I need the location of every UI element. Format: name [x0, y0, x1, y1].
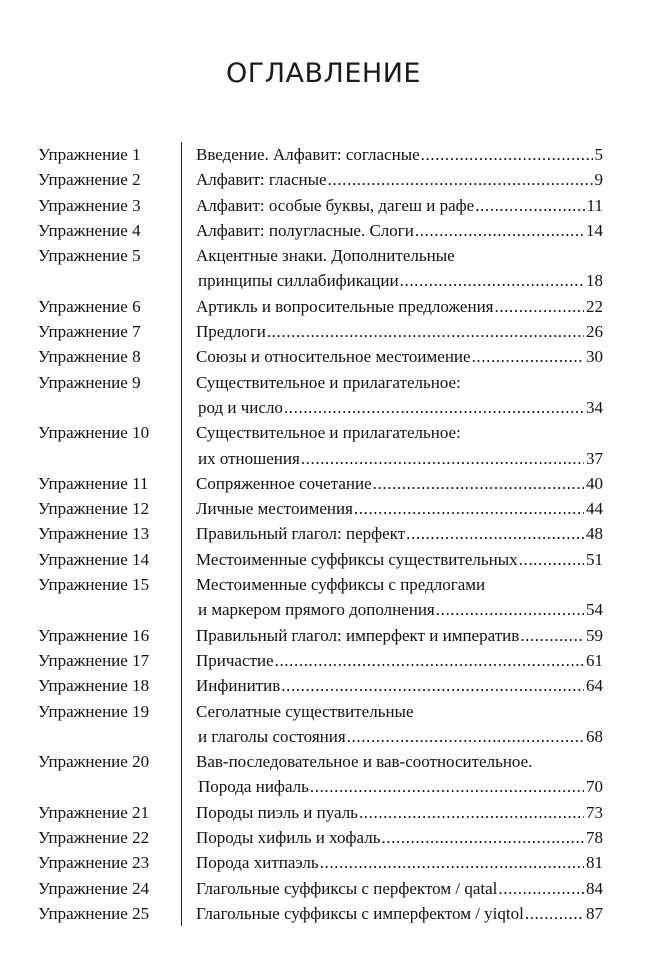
topic-line: Правильный глагол: перфект — [196, 524, 406, 544]
exercise-label: Упражнение 4 — [38, 220, 141, 240]
page-number: 22 — [586, 296, 603, 316]
topic — [196, 749, 603, 800]
column-divider — [181, 876, 182, 901]
page-number: 87 — [586, 903, 603, 923]
page-number: 84 — [586, 878, 603, 898]
topic — [196, 471, 603, 496]
dot-leader — [519, 547, 584, 572]
column-divider — [181, 370, 182, 421]
column-divider — [181, 167, 182, 192]
exercise-label: Упражнение 19 — [38, 701, 150, 721]
column-divider — [181, 699, 182, 750]
exercise-label: Упражнение 16 — [38, 625, 150, 645]
topic — [196, 521, 603, 546]
column-divider — [181, 420, 182, 471]
column-divider — [181, 319, 182, 344]
page-number: 54 — [586, 600, 603, 620]
page-number: 78 — [586, 828, 603, 848]
toc-entry — [38, 243, 603, 294]
toc-entry — [38, 496, 603, 521]
page-number: 40 — [586, 473, 603, 493]
topic-last-line — [196, 218, 603, 243]
topic-last-line — [196, 395, 603, 420]
page-number: 73 — [586, 802, 603, 822]
page-number: 34 — [586, 397, 603, 417]
exercise-label: Упражнение 21 — [38, 802, 150, 822]
toc-entry — [38, 344, 603, 369]
toc-entry — [38, 142, 603, 167]
toc-entry — [38, 547, 603, 572]
topic — [196, 572, 603, 623]
exercise-label: Упражнение 23 — [38, 853, 150, 873]
column-divider — [181, 294, 182, 319]
column-divider — [181, 471, 182, 496]
topic-last-line — [196, 547, 603, 572]
exercise-label: Упражнение 25 — [38, 903, 150, 923]
column-divider — [181, 142, 182, 167]
dot-leader — [525, 901, 584, 926]
page-number: 26 — [586, 322, 603, 342]
exercise-label: Упражнение 11 — [38, 473, 149, 493]
topic-last-line — [196, 471, 603, 496]
topic-line: Местоименные суффиксы существительных — [196, 549, 518, 569]
page-number: 30 — [586, 347, 603, 367]
toc-entry — [38, 673, 603, 698]
dot-leader — [354, 496, 584, 521]
toc-entry — [38, 699, 603, 750]
topic-last-line — [196, 724, 603, 749]
toc-entry — [38, 800, 603, 825]
toc-entry — [38, 167, 603, 192]
column-divider — [181, 547, 182, 572]
toc-entry — [38, 850, 603, 875]
dot-leader — [381, 825, 584, 850]
column-divider — [181, 623, 182, 648]
exercise-label: Упражнение 9 — [38, 372, 141, 392]
topic-line: и маркером прямого дополнения — [198, 600, 435, 620]
topic-line: Акцентные знаки. Дополнительные — [196, 246, 455, 266]
dot-leader — [400, 268, 584, 293]
topic-line: Существительное и прилагательное: — [196, 372, 461, 392]
topic-last-line — [196, 901, 603, 926]
toc-entry — [38, 294, 603, 319]
column-divider — [181, 344, 182, 369]
page-number: 68 — [586, 726, 603, 746]
column-divider — [181, 901, 182, 926]
dot-leader — [436, 597, 584, 622]
topic-last-line — [196, 876, 603, 901]
topic-line: Правильный глагол: имперфект и императив — [196, 625, 520, 645]
toc-entry — [38, 218, 603, 243]
page-number: 70 — [586, 777, 603, 797]
exercise-label: Упражнение 10 — [38, 423, 150, 443]
topic-line: Глагольные суффиксы с имперфектом / yiqtol — [196, 903, 524, 923]
topic-last-line — [196, 825, 603, 850]
topic-last-line — [196, 774, 603, 799]
toc-entry — [38, 901, 603, 926]
page-number: 11 — [586, 195, 603, 215]
dot-leader — [373, 471, 584, 496]
topic-line: Алфавит: особые буквы, дагеш и рафе — [196, 195, 475, 215]
dot-leader — [310, 774, 584, 799]
exercise-label: Упражнение 7 — [38, 322, 141, 342]
topic-line: Порода нифаль — [198, 777, 309, 797]
toc-entry — [38, 471, 603, 496]
dot-leader — [472, 344, 584, 369]
exercise-label: Упражнение 5 — [38, 246, 141, 266]
exercise-label: Упражнение 17 — [38, 650, 150, 670]
column-divider — [181, 572, 182, 623]
topic-line: Причастие — [196, 650, 274, 670]
topic — [196, 243, 603, 294]
page-number: 9 — [594, 170, 603, 190]
topic — [196, 623, 603, 648]
dot-leader — [494, 294, 584, 319]
topic-last-line — [196, 294, 603, 319]
topic-line: Вав-последовательное и вав-соотносительное. — [196, 752, 533, 772]
toc-entry — [38, 876, 603, 901]
dot-leader — [267, 319, 584, 344]
page-number: 18 — [586, 271, 603, 291]
column-divider — [181, 825, 182, 850]
topic — [196, 420, 603, 471]
toc-entry — [38, 193, 603, 218]
topic — [196, 218, 603, 243]
page-number: 64 — [586, 676, 603, 696]
topic-last-line — [196, 648, 603, 673]
dot-leader — [421, 142, 593, 167]
dot-leader — [498, 876, 584, 901]
page-number: 59 — [586, 625, 603, 645]
dot-leader — [328, 167, 593, 192]
topic-line: Местоименные суффиксы с предлогами — [196, 575, 486, 595]
exercise-label: Упражнение 18 — [38, 676, 150, 696]
toc-entry — [38, 648, 603, 673]
column-divider — [181, 648, 182, 673]
dot-leader — [347, 724, 584, 749]
topic-last-line — [196, 521, 603, 546]
exercise-label: Упражнение 13 — [38, 524, 150, 544]
page-number: 48 — [586, 524, 603, 544]
column-divider — [181, 218, 182, 243]
toc-entry — [38, 572, 603, 623]
dot-leader — [301, 446, 584, 471]
exercise-label: Упражнение 20 — [38, 752, 150, 772]
dot-leader — [284, 395, 584, 420]
column-divider — [181, 496, 182, 521]
topic — [196, 825, 603, 850]
topic-last-line — [196, 673, 603, 698]
toc-entry — [38, 319, 603, 344]
dot-leader — [275, 648, 584, 673]
column-divider — [181, 850, 182, 875]
topic-last-line — [196, 800, 603, 825]
topic — [196, 901, 603, 926]
topic-line: род и число — [198, 397, 283, 417]
topic — [196, 344, 603, 369]
topic-line: Артикль и вопросительные предложения — [196, 296, 494, 316]
topic-last-line — [196, 268, 603, 293]
exercise-label: Упражнение 24 — [38, 878, 150, 898]
topic-line: Сеголатные существительные — [196, 701, 414, 721]
topic — [196, 294, 603, 319]
column-divider — [181, 800, 182, 825]
exercise-label: Упражнение 6 — [38, 296, 141, 316]
page-title: ОГЛАВЛЕНИЕ — [226, 58, 421, 89]
topic — [196, 167, 603, 192]
topic-line: принципы силлабификации — [198, 271, 399, 291]
dot-leader — [475, 193, 584, 218]
column-divider — [181, 521, 182, 546]
topic-last-line — [196, 319, 603, 344]
topic — [196, 648, 603, 673]
page-number: 37 — [586, 448, 603, 468]
topic-line: Породы пиэль и пуаль — [196, 802, 358, 822]
topic-line: Алфавит: полугласные. Слоги — [196, 220, 414, 240]
exercise-label: Упражнение 1 — [38, 145, 141, 164]
topic — [196, 699, 603, 750]
topic — [196, 850, 603, 875]
column-divider — [181, 193, 182, 218]
page-number: 44 — [586, 499, 603, 519]
topic-line: их отношения — [198, 448, 300, 468]
exercise-label: Упражнение 15 — [38, 575, 150, 595]
topic — [196, 370, 603, 421]
topic-line: Существительное и прилагательное: — [196, 423, 461, 443]
topic-last-line — [196, 850, 603, 875]
topic-last-line — [196, 344, 603, 369]
topic-line: Породы хифиль и хофаль — [196, 828, 381, 848]
toc-list — [38, 142, 603, 926]
topic-line: Союзы и относительное местоимение — [196, 347, 471, 367]
page-number: 51 — [586, 549, 603, 569]
topic-last-line — [196, 446, 603, 471]
topic-line: Предлоги — [196, 322, 266, 342]
page-number: 14 — [586, 220, 603, 240]
topic — [196, 193, 603, 218]
topic-line: Личные местоимения — [196, 499, 353, 519]
topic-line: Алфавит: гласные — [196, 170, 327, 190]
column-divider — [181, 749, 182, 800]
topic-last-line — [196, 623, 603, 648]
toc-entry — [38, 420, 603, 471]
exercise-label: Упражнение 22 — [38, 828, 150, 848]
topic-line: Введение. Алфавит: согласные — [196, 145, 420, 164]
topic-line: Сопряженное сочетание — [196, 473, 372, 493]
dot-leader — [406, 521, 584, 546]
page-number: 61 — [586, 650, 603, 670]
toc-entry — [38, 825, 603, 850]
topic-line: Глагольные суффиксы с перфектом / qatal — [196, 878, 498, 898]
topic-last-line — [196, 142, 603, 167]
topic-line: Инфинитив — [196, 676, 281, 696]
toc-entry — [38, 370, 603, 421]
topic — [196, 496, 603, 521]
topic-last-line — [196, 597, 603, 622]
page-number: 81 — [586, 853, 603, 873]
topic-last-line — [196, 193, 603, 218]
dot-leader — [415, 218, 584, 243]
dot-leader — [520, 623, 584, 648]
toc-entry — [38, 749, 603, 800]
topic — [196, 547, 603, 572]
toc-entry — [38, 623, 603, 648]
topic — [196, 876, 603, 901]
exercise-label: Упражнение 14 — [38, 549, 150, 569]
exercise-label: Упражнение 2 — [38, 170, 141, 190]
exercise-label: Упражнение 12 — [38, 499, 150, 519]
dot-leader — [320, 850, 584, 875]
toc-entry — [38, 521, 603, 546]
topic — [196, 319, 603, 344]
dot-leader — [281, 673, 584, 698]
topic — [196, 800, 603, 825]
exercise-label: Упражнение 3 — [38, 195, 141, 215]
dot-leader — [359, 800, 584, 825]
topic-line: и глаголы состояния — [198, 726, 346, 746]
topic-line: Порода хитпаэль — [196, 853, 319, 873]
exercise-label: Упражнение 8 — [38, 347, 141, 367]
topic — [196, 142, 603, 167]
topic-last-line — [196, 167, 603, 192]
page-number: 5 — [594, 145, 603, 164]
column-divider — [181, 243, 182, 294]
column-divider — [181, 673, 182, 698]
topic — [196, 673, 603, 698]
topic-last-line — [196, 496, 603, 521]
